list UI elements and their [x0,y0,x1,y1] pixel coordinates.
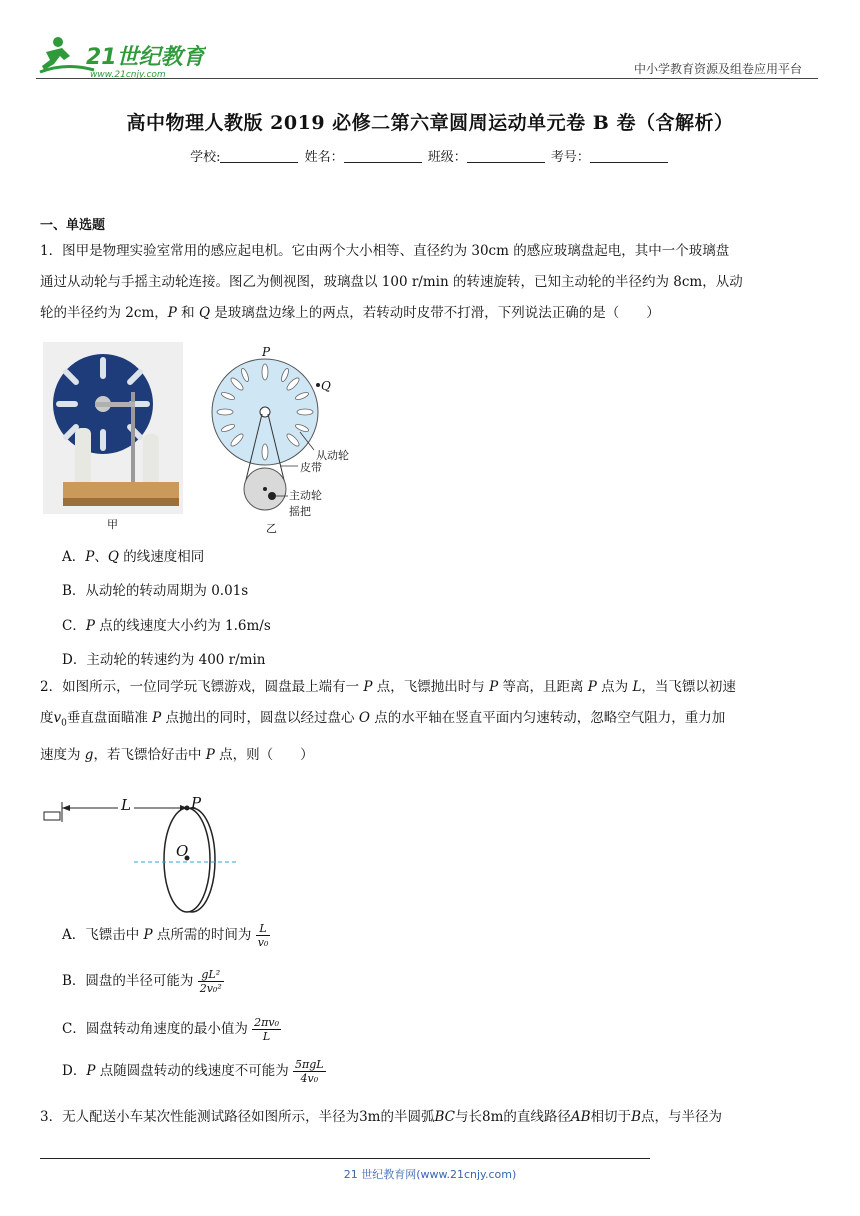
header-platform-text: 中小学教育资源及组卷应用平台 [633,62,802,76]
site-logo [36,34,206,80]
q1-line3: 轮的半径约为 2cm，P 和 Q 是玻璃盘边缘上的两点，若转动时皮带不打滑，下列说法正确的是（ ） [40,305,660,321]
q2-option-d: D．P 点随圆盘转动的线速度不可能为 $\frac{\text{5πgL}}{\text{4v₀}}$ [62,1058,324,1085]
footer-divider [40,1158,650,1159]
q2-option-b: B．圆盘的半径可能为 $\frac{\text{gL²}}{\text{2v₀²}}$ [62,968,222,995]
logo-url: www.21cnjy.com [90,70,166,80]
fig-yi-label-q: Q [321,379,331,393]
q2-c-fraction: $\frac{\text{2πv₀}}{L}$ [254,1016,279,1043]
header-divider [36,78,818,79]
q1-line2: 通过从动轮与手摇主动轮连接。图乙为侧视图，玻璃盘以 100 r/min 的转速旋转，已知主动轮的半径约为 8cm，从动 [40,274,743,290]
class-blank [467,150,545,163]
fig-yi-label-handle: 摇把 [289,505,311,518]
q2-stem [40,672,820,771]
q1-option-a: A．P、Q 的线速度相同 [62,549,205,565]
fig-jia-caption: 甲 [107,518,118,531]
fig-yi-caption: 乙 [266,522,277,535]
info-school-label: 学校: [190,150,221,165]
fig-jia-photo [43,342,183,514]
q2-option-c: C．圆盘转动角速度的最小值为 $\frac{\text{2πv₀}}{L}$ [62,1016,279,1043]
footer-link[interactable]: 21 世纪教育网(www.21cnjy.com) [343,1168,517,1181]
info-number-label: 考号： [550,150,590,165]
q2-fig-label-l: L [121,796,131,814]
fig-yi-label-belt: 皮带 [300,461,322,474]
q1-option-d: D．主动轮的转速约为 400 r/min [62,652,266,668]
fig-yi-label-driver: 主动轮 [289,489,322,502]
student-info [0,146,860,165]
q2-dart-figure [42,796,242,916]
q1-stem [40,236,820,329]
q2-line1: 2．如图所示，一位同学玩飞镖游戏，圆盘最上端有一 P 点，飞镖抛出时与 P 等高，且距离 P 点为 L，当飞镖以初速 [40,679,736,695]
q2-fig-label-o: O [176,842,189,860]
info-name-label: 姓名： [304,150,344,165]
fig-yi-label-p: P [262,345,271,359]
q2-fig-label-p: P [191,794,202,812]
q2-a-fraction: $\frac{L}{\text{v₀}}$ [257,922,269,949]
logo-text: 21世纪教育 [86,45,205,70]
q2-d-fraction: $\frac{\text{5πgL}}{\text{4v₀}}$ [295,1058,324,1085]
page-title: 高中物理人教版 2019 必修二第六章圆周运动单元卷 B 卷（含解析） [126,112,734,134]
q2-line2: 度$v_0$垂直盘面瞄准 P 点抛出的同时，圆盘以经过盘心 O 点的水平轴在竖直平面内匀速转动，忽略空气阻力，重力加 [40,710,726,729]
section-heading: 一、单选题 [40,218,106,233]
q2-b-fraction: $\frac{\text{gL²}}{\text{2v₀²}}$ [199,968,222,995]
fig-yi-label-driven: 从动轮 [316,449,349,462]
q3-stem: 3．无人配送小车某次性能测试路径如图所示，半径为3m的半圆弧BC与长8m的直线路径AB相切于B点，与半径为 [40,1109,722,1125]
q2-line3: 速度为 g，若飞镖恰好击中 P 点，则（ ） [40,746,314,763]
school-blank [220,150,298,163]
q2-option-a: A．飞镖击中 P 点所需的时间为 $\frac{L}{\text{v₀}}$ [62,922,269,949]
number-blank [590,150,668,163]
q1-option-b: B．从动轮的转动周期为 0.01s [62,583,249,599]
info-class-label: 班级： [427,150,467,165]
fig-yi-diagram [208,344,358,520]
q1-option-c: C．P 点的线速度大小约为 1.6m/s [62,618,271,634]
name-blank [344,150,422,163]
q1-line1: 1．图甲是物理实验室常用的感应起电机。它由两个大小相等、直径约为 30cm 的感应玻璃盘起电，其中一个玻璃盘 [40,243,730,259]
